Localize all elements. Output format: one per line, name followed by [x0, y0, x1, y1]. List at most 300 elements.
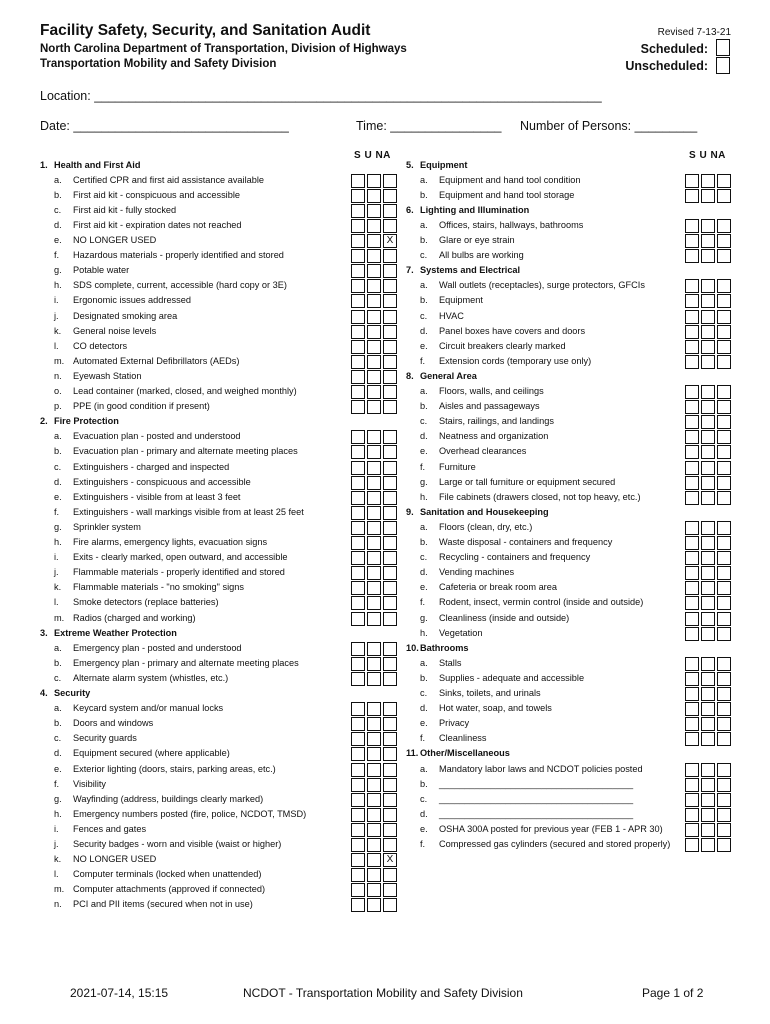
s-checkbox[interactable] [685, 657, 699, 671]
na-checkbox[interactable] [383, 219, 397, 233]
s-checkbox[interactable] [685, 702, 699, 716]
na-checkbox[interactable] [717, 385, 731, 399]
u-checkbox[interactable] [367, 868, 381, 882]
u-checkbox[interactable] [701, 415, 715, 429]
na-checkbox[interactable] [383, 340, 397, 354]
persons-field[interactable]: Number of Persons: _________ [520, 119, 698, 133]
item-number: b. [54, 718, 62, 729]
na-checkbox[interactable] [383, 672, 397, 686]
u-checkbox[interactable] [367, 325, 381, 339]
u-checkbox[interactable] [367, 793, 381, 807]
item-number: l. [54, 597, 59, 608]
u-checkbox[interactable] [701, 551, 715, 565]
s-checkbox[interactable] [351, 823, 365, 837]
na-checkbox[interactable] [717, 400, 731, 414]
u-checkbox[interactable] [367, 763, 381, 777]
item-label: Compressed gas cylinders (secured and stored properly) [439, 839, 671, 849]
u-checkbox[interactable] [701, 476, 715, 490]
u-checkbox[interactable] [367, 476, 381, 490]
item-number: 10. [406, 642, 419, 653]
s-checkbox[interactable] [685, 596, 699, 610]
s-checkbox[interactable] [351, 294, 365, 308]
na-checkbox[interactable] [717, 234, 731, 248]
na-checkbox[interactable] [383, 883, 397, 897]
na-checkbox[interactable] [717, 823, 731, 837]
na-checkbox[interactable] [717, 536, 731, 550]
s-checkbox[interactable] [351, 445, 365, 459]
u-checkbox[interactable] [701, 219, 715, 233]
s-checkbox[interactable] [685, 385, 699, 399]
s-checkbox[interactable] [685, 732, 699, 746]
s-checkbox[interactable] [685, 581, 699, 595]
item-label: Aisles and passageways [439, 401, 540, 412]
s-checkbox[interactable] [351, 732, 365, 746]
u-checkbox[interactable] [367, 249, 381, 263]
u-checkbox[interactable] [367, 400, 381, 414]
u-checkbox[interactable] [367, 747, 381, 761]
u-checkbox[interactable] [701, 310, 715, 324]
u-checkbox[interactable] [701, 445, 715, 459]
u-checkbox[interactable] [367, 506, 381, 520]
na-checkbox[interactable] [383, 612, 397, 626]
item-number: e. [420, 582, 428, 593]
u-checkbox[interactable] [367, 581, 381, 595]
u-checkbox[interactable] [701, 279, 715, 293]
item-number: 11. [406, 748, 419, 759]
na-checkbox[interactable]: X [383, 234, 397, 248]
s-checkbox[interactable] [351, 868, 365, 882]
s-checkbox[interactable] [351, 883, 365, 897]
u-checkbox[interactable] [701, 174, 715, 188]
u-checkbox[interactable] [367, 340, 381, 354]
s-checkbox[interactable] [351, 506, 365, 520]
item-label: Panel boxes have covers and doors [439, 325, 586, 336]
u-checkbox[interactable] [367, 536, 381, 550]
na-checkbox[interactable] [717, 717, 731, 731]
s-checkbox[interactable] [685, 325, 699, 339]
u-checkbox[interactable] [701, 581, 715, 595]
s-checkbox[interactable] [685, 823, 699, 837]
na-checkbox[interactable] [383, 385, 397, 399]
s-checkbox[interactable] [685, 521, 699, 535]
u-checkbox[interactable] [367, 853, 381, 867]
item-number: c. [420, 688, 428, 698]
u-checkbox[interactable] [367, 551, 381, 565]
na-checkbox[interactable] [717, 566, 731, 580]
na-checkbox[interactable] [383, 747, 397, 761]
s-checkbox[interactable] [351, 551, 365, 565]
na-checkbox[interactable] [717, 461, 731, 475]
s-checkbox[interactable] [685, 717, 699, 731]
na-checkbox[interactable] [717, 596, 731, 610]
item-label: Sprinkler system [73, 521, 141, 532]
na-checkbox[interactable] [717, 476, 731, 490]
na-checkbox[interactable] [383, 596, 397, 610]
na-checkbox[interactable] [717, 174, 731, 188]
item-label: Doors and windows [73, 718, 154, 729]
u-checkbox[interactable] [701, 717, 715, 731]
na-checkbox[interactable] [383, 370, 397, 384]
scheduled-checkbox[interactable] [716, 39, 730, 56]
na-checkbox[interactable] [383, 898, 397, 912]
u-checkbox[interactable] [701, 325, 715, 339]
u-checkbox[interactable] [367, 717, 381, 731]
u-checkbox[interactable] [367, 566, 381, 580]
na-checkbox[interactable] [717, 551, 731, 565]
s-checkbox[interactable] [685, 672, 699, 686]
na-checkbox[interactable] [383, 445, 397, 459]
location-field[interactable]: Location: _________________________________________________________________________ [40, 89, 602, 103]
u-checkbox[interactable] [701, 400, 715, 414]
s-checkbox[interactable] [351, 793, 365, 807]
na-checkbox[interactable]: X [383, 853, 397, 867]
u-checkbox[interactable] [701, 808, 715, 822]
na-checkbox[interactable] [717, 219, 731, 233]
na-checkbox[interactable] [717, 189, 731, 203]
s-checkbox[interactable] [351, 808, 365, 822]
u-checkbox[interactable] [367, 898, 381, 912]
u-checkbox[interactable] [701, 823, 715, 837]
item-number: e. [420, 340, 428, 351]
na-checkbox[interactable] [383, 204, 397, 218]
s-checkbox[interactable] [685, 174, 699, 188]
s-checkbox[interactable] [351, 642, 365, 656]
u-checkbox[interactable] [367, 189, 381, 203]
u-checkbox[interactable] [701, 763, 715, 777]
u-checkbox[interactable] [701, 491, 715, 505]
item-number: l. [54, 869, 59, 880]
u-checkbox[interactable] [367, 596, 381, 610]
s-checkbox[interactable] [351, 461, 365, 475]
na-checkbox[interactable] [717, 627, 731, 641]
u-checkbox[interactable] [701, 249, 715, 263]
s-checkbox[interactable] [351, 657, 365, 671]
u-checkbox[interactable] [367, 808, 381, 822]
s-checkbox[interactable] [351, 778, 365, 792]
item-label: Cleanliness (inside and outside) [439, 612, 570, 623]
s-checkbox[interactable] [685, 838, 699, 852]
u-checkbox[interactable] [367, 702, 381, 716]
na-checkbox[interactable] [383, 581, 397, 595]
u-checkbox[interactable] [367, 521, 381, 535]
s-checkbox[interactable] [685, 793, 699, 807]
na-checkbox[interactable] [383, 793, 397, 807]
s-checkbox[interactable] [351, 476, 365, 490]
na-checkbox[interactable] [717, 778, 731, 792]
na-checkbox[interactable] [717, 310, 731, 324]
item-number: c. [54, 733, 62, 744]
s-checkbox[interactable] [351, 491, 365, 505]
na-checkbox[interactable] [717, 702, 731, 716]
na-checkbox[interactable] [717, 355, 731, 369]
item-label: Circuit breakers clearly marked [439, 340, 566, 351]
na-checkbox[interactable] [383, 732, 397, 746]
s-checkbox[interactable] [685, 400, 699, 414]
na-checkbox[interactable] [717, 687, 731, 701]
u-checkbox[interactable] [701, 657, 715, 671]
s-checkbox[interactable] [685, 189, 699, 203]
s-checkbox[interactable] [351, 279, 365, 293]
na-checkbox[interactable] [717, 672, 731, 686]
u-checkbox[interactable] [701, 385, 715, 399]
na-checkbox[interactable] [383, 279, 397, 293]
na-checkbox[interactable] [383, 430, 397, 444]
na-checkbox[interactable] [717, 249, 731, 263]
u-checkbox[interactable] [701, 521, 715, 535]
s-checkbox[interactable] [351, 385, 365, 399]
s-checkbox[interactable] [685, 445, 699, 459]
na-checkbox[interactable] [383, 566, 397, 580]
s-checkbox[interactable] [351, 189, 365, 203]
u-checkbox[interactable] [367, 279, 381, 293]
u-checkbox[interactable] [367, 385, 381, 399]
s-checkbox[interactable] [685, 536, 699, 550]
na-checkbox[interactable] [717, 521, 731, 535]
s-checkbox[interactable] [351, 717, 365, 731]
s-checkbox[interactable] [685, 279, 699, 293]
na-checkbox[interactable] [383, 702, 397, 716]
u-checkbox[interactable] [367, 642, 381, 656]
na-checkbox[interactable] [383, 325, 397, 339]
na-checkbox[interactable] [383, 642, 397, 656]
u-checkbox[interactable] [701, 672, 715, 686]
s-checkbox[interactable] [685, 415, 699, 429]
s-checkbox[interactable] [351, 581, 365, 595]
s-checkbox[interactable] [351, 310, 365, 324]
na-checkbox[interactable] [383, 536, 397, 550]
s-checkbox[interactable] [685, 612, 699, 626]
na-checkbox[interactable] [383, 838, 397, 852]
item-number: a. [420, 763, 428, 774]
na-checkbox[interactable] [383, 174, 397, 188]
s-checkbox[interactable] [351, 747, 365, 761]
s-checkbox[interactable] [351, 355, 365, 369]
s-checkbox[interactable] [685, 355, 699, 369]
na-checkbox[interactable] [717, 838, 731, 852]
u-checkbox[interactable] [367, 204, 381, 218]
s-checkbox[interactable] [685, 461, 699, 475]
time-field[interactable]: Time: ________________ [356, 119, 502, 133]
u-checkbox[interactable] [367, 234, 381, 248]
s-checkbox[interactable] [351, 234, 365, 248]
u-checkbox[interactable] [367, 219, 381, 233]
item-label: File cabinets (drawers closed, not top heavy, etc.) [439, 491, 641, 502]
na-checkbox[interactable] [717, 430, 731, 444]
u-checkbox[interactable] [701, 627, 715, 641]
u-checkbox[interactable] [701, 687, 715, 701]
s-checkbox[interactable] [351, 370, 365, 384]
s-checkbox[interactable] [351, 400, 365, 414]
u-checkbox[interactable] [367, 445, 381, 459]
na-checkbox[interactable] [717, 279, 731, 293]
item-label: PCI and PII items (secured when not in use) [73, 899, 253, 910]
na-checkbox[interactable] [717, 732, 731, 746]
footer-datetime: 2021-07-14, 15:15 [70, 986, 169, 1000]
u-checkbox[interactable] [701, 461, 715, 475]
u-checkbox[interactable] [701, 340, 715, 354]
na-checkbox[interactable] [383, 355, 397, 369]
s-checkbox[interactable] [351, 521, 365, 535]
na-checkbox[interactable] [383, 521, 397, 535]
s-checkbox[interactable] [351, 838, 365, 852]
u-checkbox[interactable] [367, 778, 381, 792]
unscheduled-checkbox[interactable] [716, 57, 730, 74]
item-label: Vending machines [439, 567, 515, 578]
s-checkbox[interactable] [351, 219, 365, 233]
na-checkbox[interactable] [383, 763, 397, 777]
na-checkbox[interactable] [383, 778, 397, 792]
item-number: j. [54, 567, 59, 578]
u-checkbox[interactable] [701, 838, 715, 852]
u-checkbox[interactable] [367, 174, 381, 188]
item-number: f. [420, 461, 426, 472]
item-number: c. [420, 310, 428, 321]
item-number: i. [54, 552, 59, 563]
u-checkbox[interactable] [701, 294, 715, 308]
s-checkbox[interactable] [685, 808, 699, 822]
na-checkbox[interactable] [383, 657, 397, 671]
u-checkbox[interactable] [367, 612, 381, 626]
na-checkbox[interactable] [383, 551, 397, 565]
item-number: a. [54, 174, 62, 185]
na-checkbox[interactable] [383, 461, 397, 475]
na-checkbox[interactable] [383, 868, 397, 882]
s-checkbox[interactable] [685, 294, 699, 308]
s-checkbox[interactable] [685, 234, 699, 248]
s-checkbox[interactable] [351, 430, 365, 444]
u-checkbox[interactable] [367, 355, 381, 369]
s-checkbox[interactable] [351, 853, 365, 867]
s-checkbox[interactable] [685, 310, 699, 324]
s-checkbox[interactable] [685, 476, 699, 490]
s-checkbox[interactable] [685, 491, 699, 505]
u-checkbox[interactable] [701, 612, 715, 626]
u-checkbox[interactable] [367, 491, 381, 505]
division-line: Transportation Mobility and Safety Division [40, 58, 277, 70]
na-checkbox[interactable] [383, 476, 397, 490]
na-checkbox[interactable] [383, 506, 397, 520]
s-checkbox[interactable] [351, 702, 365, 716]
s-checkbox[interactable] [351, 536, 365, 550]
s-checkbox[interactable] [351, 612, 365, 626]
item-number: b. [420, 235, 428, 245]
u-checkbox[interactable] [367, 310, 381, 324]
u-checkbox[interactable] [367, 732, 381, 746]
s-checkbox[interactable] [685, 551, 699, 565]
na-checkbox[interactable] [383, 808, 397, 822]
u-checkbox[interactable] [367, 370, 381, 384]
na-checkbox[interactable] [717, 612, 731, 626]
u-checkbox[interactable] [367, 264, 381, 278]
item-number: i. [54, 295, 59, 306]
u-checkbox[interactable] [367, 838, 381, 852]
u-checkbox[interactable] [367, 461, 381, 475]
na-checkbox[interactable] [717, 763, 731, 777]
na-checkbox[interactable] [717, 793, 731, 807]
na-checkbox[interactable] [717, 808, 731, 822]
na-checkbox[interactable] [383, 310, 397, 324]
u-checkbox[interactable] [701, 234, 715, 248]
s-checkbox[interactable] [351, 898, 365, 912]
u-checkbox[interactable] [367, 657, 381, 671]
item-number: f. [54, 506, 60, 517]
date-field[interactable]: Date: _______________________________ [40, 119, 289, 133]
na-checkbox[interactable] [383, 400, 397, 414]
u-checkbox[interactable] [701, 793, 715, 807]
na-checkbox[interactable] [383, 294, 397, 308]
s-checkbox[interactable] [351, 325, 365, 339]
na-checkbox[interactable] [383, 491, 397, 505]
na-checkbox[interactable] [717, 491, 731, 505]
item-label: Security badges - worn and visible (waist or higher) [73, 839, 282, 849]
u-checkbox[interactable] [367, 883, 381, 897]
s-checkbox[interactable] [351, 174, 365, 188]
item-number: m. [54, 612, 65, 623]
na-checkbox[interactable] [717, 294, 731, 308]
na-checkbox[interactable] [717, 657, 731, 671]
u-checkbox[interactable] [701, 189, 715, 203]
s-checkbox[interactable] [685, 627, 699, 641]
item-label: Extinguishers - visible from at least 3 feet [73, 491, 241, 502]
u-checkbox[interactable] [701, 355, 715, 369]
u-checkbox[interactable] [701, 536, 715, 550]
s-checkbox[interactable] [351, 566, 365, 580]
s-checkbox[interactable] [685, 430, 699, 444]
na-checkbox[interactable] [717, 415, 731, 429]
item-number: g. [420, 476, 428, 487]
u-checkbox[interactable] [701, 566, 715, 580]
u-checkbox[interactable] [367, 823, 381, 837]
item-label: Emergency plan - primary and alternate meeting places [73, 657, 299, 668]
na-checkbox[interactable] [383, 189, 397, 203]
u-checkbox[interactable] [367, 672, 381, 686]
u-checkbox[interactable] [701, 430, 715, 444]
s-checkbox[interactable] [351, 340, 365, 354]
s-checkbox[interactable] [351, 672, 365, 686]
na-checkbox[interactable] [383, 264, 397, 278]
s-checkbox[interactable] [351, 204, 365, 218]
u-checkbox[interactable] [701, 596, 715, 610]
s-checkbox[interactable] [685, 566, 699, 580]
item-number: e. [420, 446, 428, 457]
na-checkbox[interactable] [383, 717, 397, 731]
s-checkbox[interactable] [685, 778, 699, 792]
s-checkbox[interactable] [351, 596, 365, 610]
u-checkbox[interactable] [701, 702, 715, 716]
s-checkbox[interactable] [685, 687, 699, 701]
na-checkbox[interactable] [717, 325, 731, 339]
s-checkbox[interactable] [685, 249, 699, 263]
na-checkbox[interactable] [717, 581, 731, 595]
s-checkbox[interactable] [685, 340, 699, 354]
s-checkbox[interactable] [685, 219, 699, 233]
s-checkbox[interactable] [351, 264, 365, 278]
u-checkbox[interactable] [367, 294, 381, 308]
s-checkbox[interactable] [351, 249, 365, 263]
item-label: Eyewash Station [73, 370, 142, 381]
s-checkbox[interactable] [685, 763, 699, 777]
na-checkbox[interactable] [383, 823, 397, 837]
item-label: Sanitation and Housekeeping [420, 506, 549, 517]
u-checkbox[interactable] [701, 778, 715, 792]
item-number: b. [420, 778, 428, 789]
s-checkbox[interactable] [351, 763, 365, 777]
na-checkbox[interactable] [717, 340, 731, 354]
u-checkbox[interactable] [701, 732, 715, 746]
u-checkbox[interactable] [367, 430, 381, 444]
na-checkbox[interactable] [717, 445, 731, 459]
na-checkbox[interactable] [383, 249, 397, 263]
